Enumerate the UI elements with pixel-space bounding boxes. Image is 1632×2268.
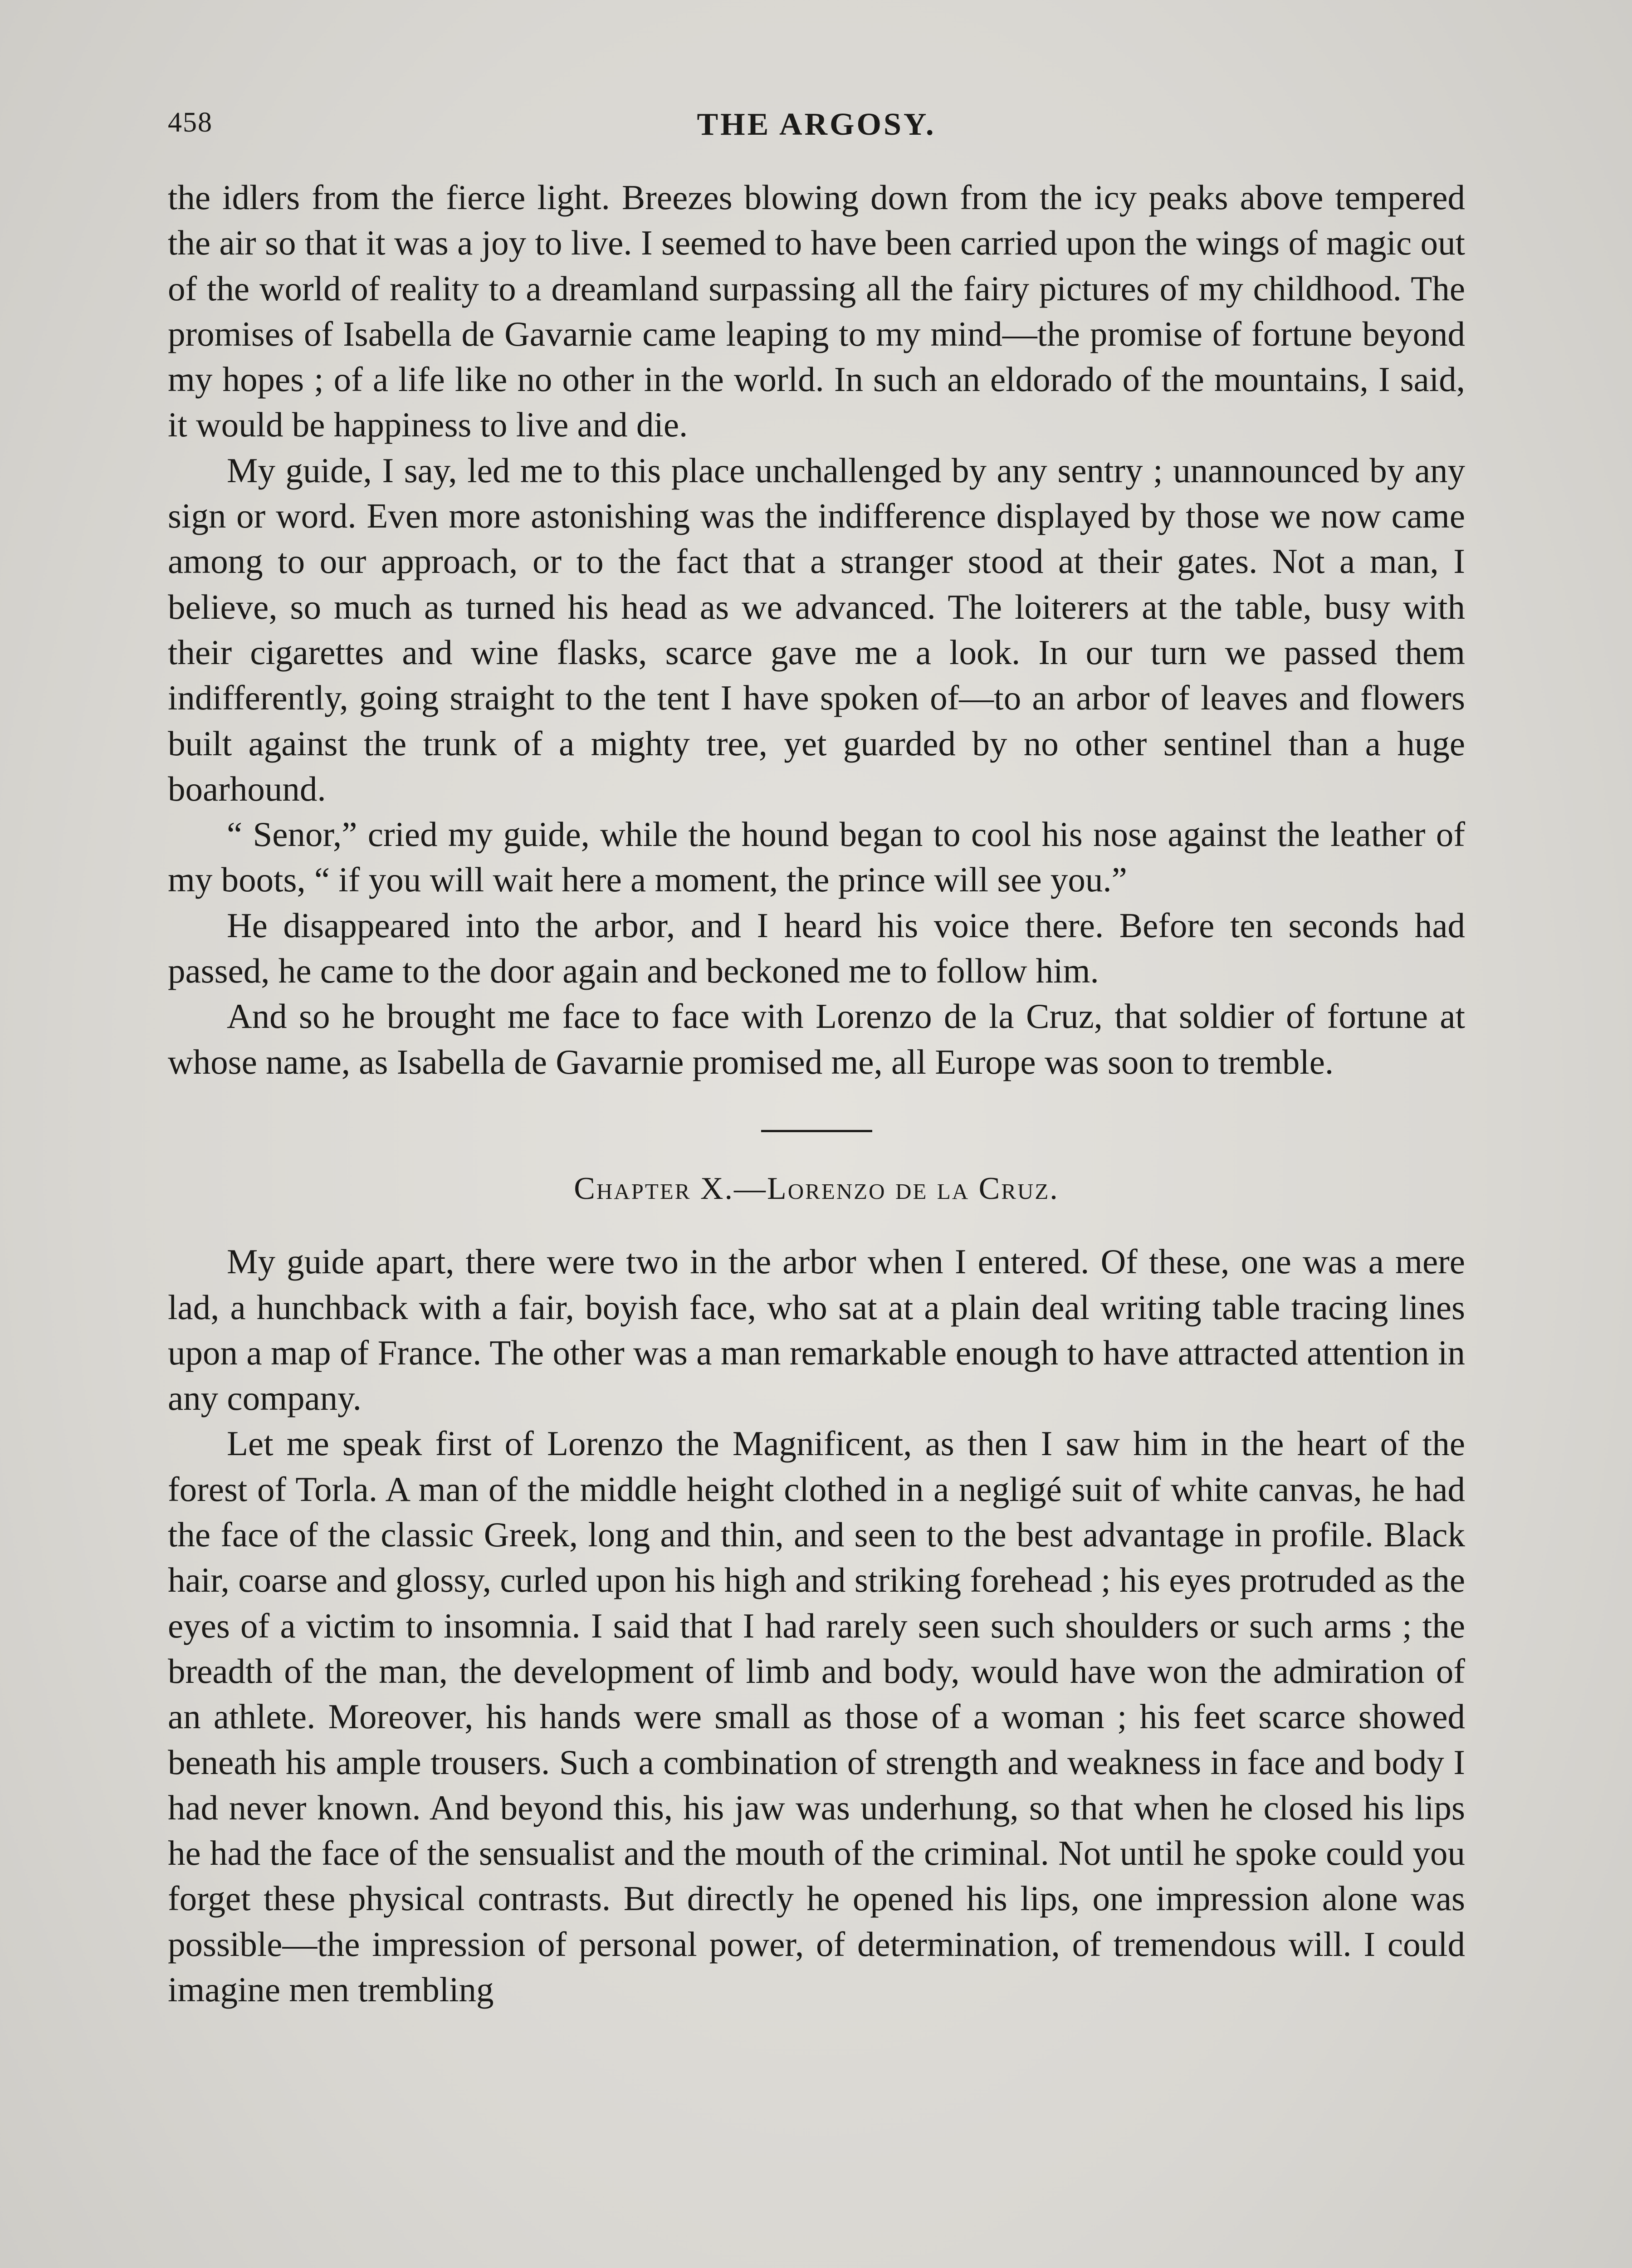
paragraph-2: My guide, I say, led me to this place unchallenged by any sentry ; unannounced by any sign or word. Even more astonishing was the indifference displayed by those we now came among to our approach, or to the fact that a stranger stood at their gates. Not a man, I believe, so much as turned his head as we advanced. The loiterers at the table, busy with their cigarettes and wine flasks, scarce gave me a look. In our turn we passed them indifferently, going straight to the tent I have spoken of—to an arbor of leaves and flowers built against the trunk of a mighty tree, yet guarded by no other sentinel than a huge boarhound. <box>168 450 1465 808</box>
paragraph-6: My guide apart, there were two in the arbor when I entered. Of these, one was a mere lad, a hunchback with a fair, boyish face, who sat at a plain deal writing table tracing lines upon a map of France. The other was a man remarkable enough to have attracted attention in any company. <box>168 1242 1465 1418</box>
running-title: THE ARGOSY. <box>697 107 936 142</box>
paragraph-3: “ Senor,” cried my guide, while the hound began to cool his nose against the leather of my boots, “ if you will wait here a moment, the prince will see you.” <box>168 815 1465 899</box>
chapter-heading: Chapter X.—Lorenzo de la Cruz. <box>574 1171 1059 1206</box>
paragraph-4: He disappeared into the arbor, and I heard his voice there. Before ten seconds had passed, he came to the door again and beckoned me to follow him. <box>168 905 1465 991</box>
section-divider <box>761 1130 872 1132</box>
page-header <box>168 98 1465 147</box>
paragraph-7: Let me speak first of Lorenzo the Magnificent, as then I saw him in the heart of the forest of Torla. A man of the middle height clothed in a negligé suit of white canvas, he had the face of the classic Greek, long and thin, and seen to the best advantage in profile. Black hair, coarse and glossy, curled upon his high and striking forehead ; his eyes protruded as the eyes of a victim to insomnia. I said that I had rarely seen such shoulders or such arms ; the breadth of the man, the development of limb and body, would have won the admiration of an athlete. Moreover, his hands were small as those of a woman ; his feet scarce showed beneath his ample trousers. Such a combination of strength and weakness in face and body I had never known. And beyond this, his jaw was underhung, so that when he closed his lips he had the face of the sensualist and the mouth of the criminal. Not until he spoke could you forget these physical contrasts. But directly he opened his lips, one impression alone was possible—the impression of personal power, of determination, of tremendous will. I could imagine men trembling <box>168 1424 1465 2009</box>
article-body <box>168 175 1465 2012</box>
page-number: 458 <box>168 107 213 138</box>
paragraph-1: the idlers from the fierce light. Breezes blowing down from the icy peaks above tempered the air so that it was a joy to live. I seemed to have been carried upon the wings of magic out of the world of reality to a dreamland surpassing all the fairy pictures of my childhood. The promises of Isabella de Gavarnie came leaping to my mind—the promise of fortune beyond my hopes ; of a life like no other in the world. In such an eldorado of the mountains, I said, it would be happiness to live and die. <box>168 178 1465 445</box>
paragraph-5: And so he brought me face to face with Lorenzo de la Cruz, that soldier of fortune at whose name, as Isabella de Gavarnie promised me, all Europe was soon to tremble. <box>168 997 1465 1081</box>
